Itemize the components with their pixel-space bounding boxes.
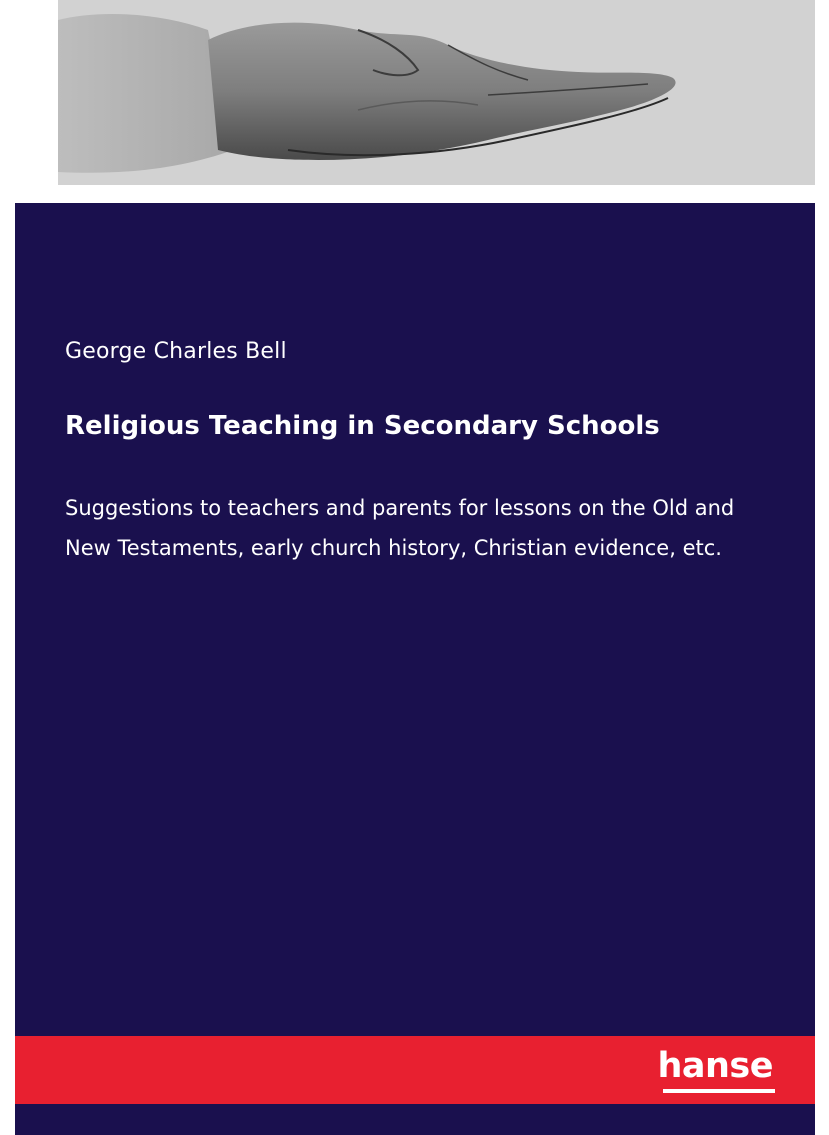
publisher-logo: hanse xyxy=(657,1046,773,1086)
cover-photo-open-hand xyxy=(58,0,815,185)
book-author: George Charles Bell xyxy=(65,339,287,364)
bottom-strip xyxy=(15,1104,815,1135)
open-hand-illustration xyxy=(58,0,815,185)
cover-panel xyxy=(15,203,815,1036)
publisher-band xyxy=(15,1036,815,1104)
book-title: Religious Teaching in Secondary Schools xyxy=(65,411,660,441)
publisher-logo-underline xyxy=(663,1089,775,1093)
book-subtitle: Suggestions to teachers and parents for lessons on the Old and New Testaments, early church history, Christian evidence, etc. xyxy=(65,496,735,560)
